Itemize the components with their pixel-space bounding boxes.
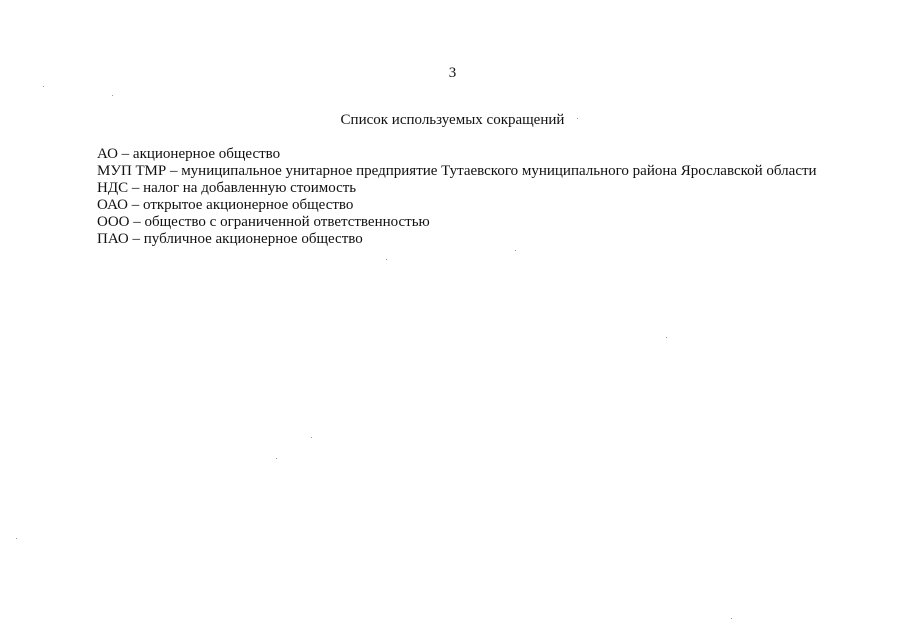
page-title: Список используемых сокращений (340, 112, 565, 128)
scan-speck (43, 86, 44, 87)
scan-speck (311, 437, 312, 438)
abbreviation-definition: общество с ограниченной ответственностью (144, 214, 430, 230)
abbreviation-term: ОАО (97, 197, 129, 213)
list-item (97, 231, 817, 248)
scan-speck (112, 95, 113, 96)
abbreviation-separator: – (128, 197, 144, 213)
list-item (97, 214, 817, 231)
scan-speck (666, 337, 667, 338)
abbreviation-separator: – (128, 180, 144, 196)
abbreviation-definition: акционерное общество (132, 146, 281, 162)
abbreviation-separator: – (128, 231, 144, 247)
abbreviation-term: ООО (97, 214, 130, 230)
abbreviation-separator: – (129, 214, 145, 230)
scan-speck (731, 618, 732, 619)
page-number: 3 (448, 65, 457, 81)
abbreviation-term: МУП ТМР (97, 163, 167, 179)
list-item (97, 146, 817, 163)
scan-speck (16, 538, 17, 539)
list-item (97, 197, 817, 214)
abbreviation-separator: – (166, 163, 182, 179)
abbreviation-term: ПАО (97, 231, 129, 247)
abbreviation-definition: налог на добавленную стоимость (143, 180, 357, 196)
abbreviation-separator: – (117, 146, 133, 162)
abbreviation-list (97, 146, 817, 248)
abbreviation-definition: муниципальное унитарное предприятие Тутаевского муниципального района Ярославской области (181, 163, 817, 179)
scan-speck (515, 250, 516, 251)
abbreviation-definition: публичное акционерное общество (143, 231, 363, 247)
scan-speck (386, 259, 387, 260)
list-item (97, 180, 817, 197)
scan-speck (276, 458, 277, 459)
list-item (97, 163, 817, 180)
abbreviation-term: АО (97, 146, 118, 162)
scan-speck (577, 118, 578, 119)
abbreviation-term: НДС (97, 180, 129, 196)
abbreviation-definition: открытое акционерное общество (143, 197, 354, 213)
